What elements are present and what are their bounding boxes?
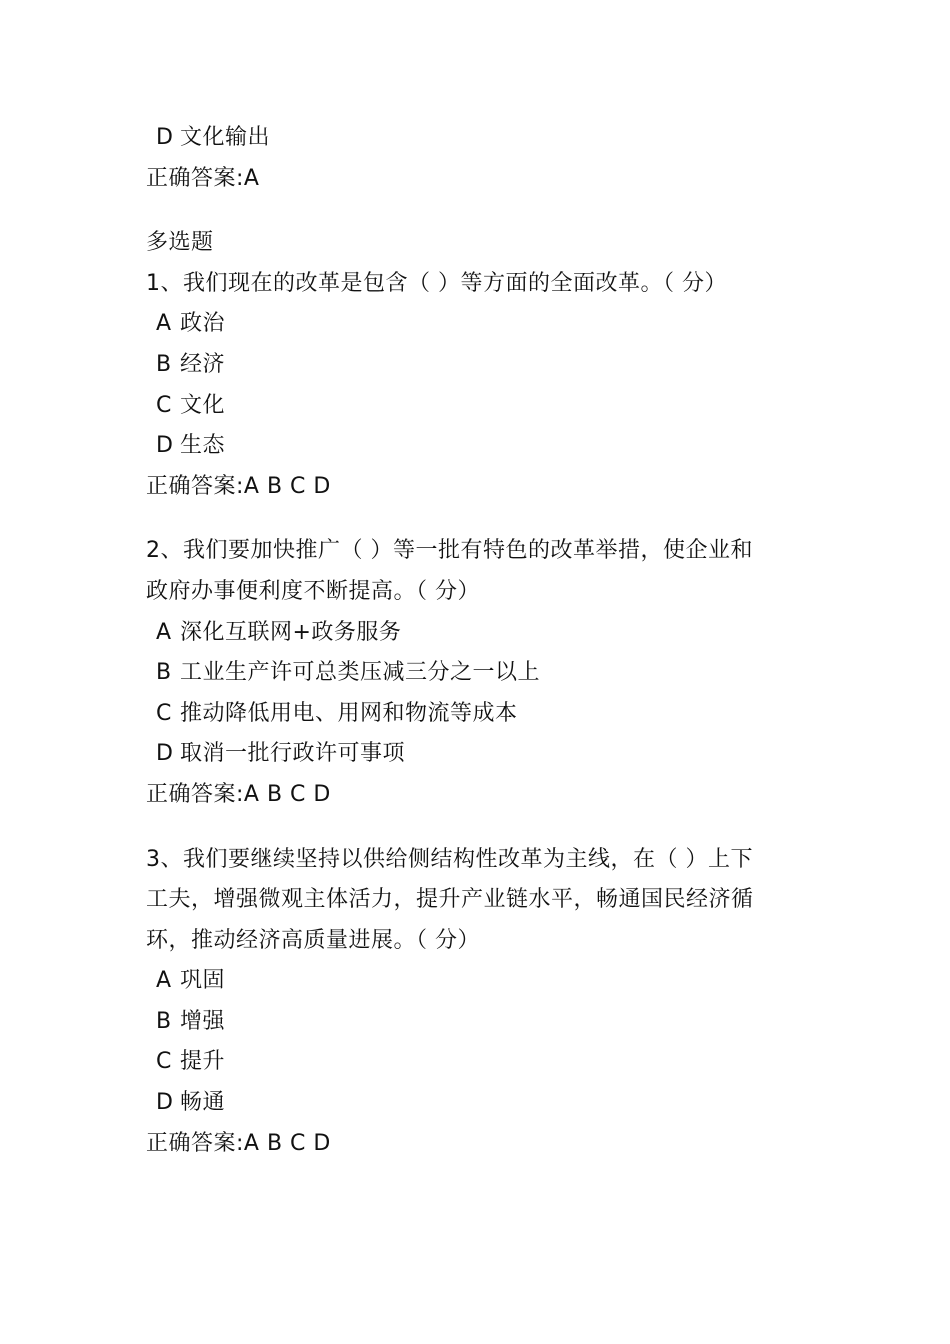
spacer bbox=[146, 507, 826, 531]
option-d bbox=[146, 118, 826, 159]
option-b bbox=[146, 345, 826, 386]
answer-value: A B C D bbox=[243, 781, 331, 807]
answer-value: A B C D bbox=[243, 473, 331, 499]
document-page bbox=[146, 118, 826, 1164]
answer-label: 正确答案: bbox=[146, 165, 244, 191]
option-d bbox=[146, 1083, 826, 1124]
option-text: 文化 bbox=[180, 392, 226, 418]
option-text: 政治 bbox=[180, 311, 226, 337]
spacer bbox=[146, 816, 826, 840]
question-text-line: 环，推动经济高质量进展。（ 分） bbox=[146, 927, 480, 953]
answer-label: 正确答案: bbox=[146, 1130, 244, 1156]
question-text-line: 政府办事便利度不断提高。（ 分） bbox=[146, 578, 480, 604]
option-text: 生态 bbox=[180, 433, 226, 459]
option-c bbox=[146, 386, 826, 427]
option-letter: D bbox=[156, 125, 174, 150]
option-letter: D bbox=[156, 1090, 174, 1116]
option-b bbox=[146, 653, 826, 694]
option-letter: C bbox=[156, 392, 172, 418]
option-d bbox=[146, 734, 826, 775]
question-text-line: 1、我们现在的改革是包含（ ）等方面的全面改革。（ 分） bbox=[146, 270, 727, 296]
question-text-line: 2、我们要加快推广（ ）等一批有特色的改革举措，使企业和 bbox=[146, 538, 753, 564]
option-letter: D bbox=[156, 433, 174, 459]
option-text: 取消一批行政许可事项 bbox=[180, 741, 406, 767]
option-letter: B bbox=[156, 351, 172, 377]
question-1 bbox=[146, 264, 826, 508]
option-letter: C bbox=[156, 700, 172, 726]
question-2 bbox=[146, 531, 826, 815]
option-a bbox=[146, 304, 826, 345]
option-text: 增强 bbox=[180, 1008, 226, 1034]
option-d bbox=[146, 426, 826, 467]
option-letter: A bbox=[156, 619, 172, 645]
option-text: 深化互联网+政务服务 bbox=[180, 619, 402, 645]
question-3 bbox=[146, 840, 826, 1165]
section-title: 多选题 bbox=[146, 230, 214, 256]
option-a bbox=[146, 961, 826, 1002]
option-a bbox=[146, 613, 826, 654]
option-text: 经济 bbox=[180, 351, 226, 377]
spacer bbox=[146, 199, 826, 223]
option-c bbox=[146, 1042, 826, 1083]
correct-answer bbox=[146, 467, 826, 508]
option-text: 畅通 bbox=[180, 1090, 226, 1116]
correct-answer bbox=[146, 159, 826, 200]
option-letter: A bbox=[156, 311, 172, 337]
answer-label: 正确答案: bbox=[146, 781, 244, 807]
answer-label: 正确答案: bbox=[146, 473, 244, 499]
answer-value: A B C D bbox=[243, 1130, 331, 1156]
option-letter: A bbox=[156, 968, 172, 994]
option-text: 提升 bbox=[180, 1049, 226, 1075]
option-letter: D bbox=[156, 741, 174, 767]
option-b bbox=[146, 1002, 826, 1043]
option-letter: B bbox=[156, 1008, 172, 1034]
question-text-line: 3、我们要继续坚持以供给侧结构性改革为主线，在（ ）上下 bbox=[146, 846, 753, 872]
option-letter: B bbox=[156, 660, 172, 686]
correct-answer bbox=[146, 775, 826, 816]
option-text: 文化输出 bbox=[180, 125, 271, 150]
correct-answer bbox=[146, 1124, 826, 1165]
option-text: 推动降低用电、用网和物流等成本 bbox=[180, 700, 518, 726]
option-letter: C bbox=[156, 1049, 172, 1075]
option-c bbox=[146, 694, 826, 735]
answer-value: A bbox=[243, 165, 260, 191]
question-text-line: 工夫，增强微观主体活力，提升产业链水平，畅通国民经济循 bbox=[146, 887, 754, 913]
option-text: 工业生产许可总类压减三分之一以上 bbox=[180, 660, 541, 686]
option-text: 巩固 bbox=[180, 968, 226, 994]
